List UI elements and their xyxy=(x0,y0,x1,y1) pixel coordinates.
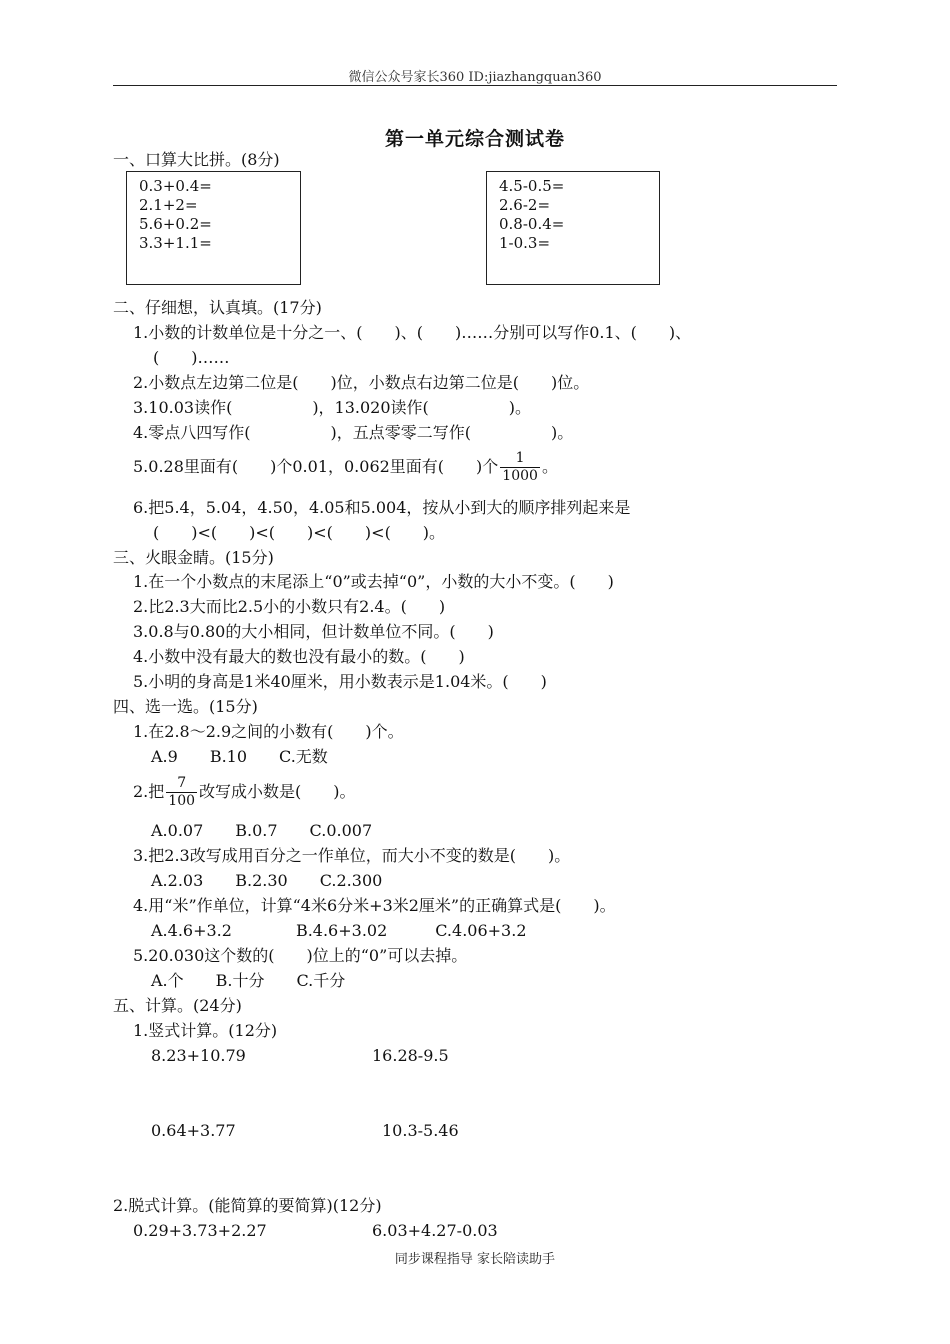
question-2-1-line2: ( )…… xyxy=(153,348,230,367)
calc-item: 10.3-5.46 xyxy=(382,1121,459,1140)
question-2-6-line2: ( )<( )<( )<( )<( )。 xyxy=(153,523,446,542)
calc-item: 8.23+10.79 xyxy=(151,1046,246,1065)
mental-math-item: 2.6-2= xyxy=(499,196,551,214)
question-4-2-end: 改写成小数是( )。 xyxy=(199,782,356,801)
question-4-1-options: A.9 B.10 C.无数 xyxy=(151,747,328,766)
mental-math-item: 5.6+0.2= xyxy=(139,215,212,233)
question-4-2-text: 2.把 xyxy=(133,782,165,801)
mental-math-item: 4.5-0.5= xyxy=(499,177,565,195)
fraction-denominator: 100 xyxy=(168,793,196,809)
question-2-3: 3.10.03读作( )，13.020读作( )。 xyxy=(133,398,532,417)
question-4-4-options: A.4.6+3.2 B.4.6+3.02 C.4.06+3.2 xyxy=(151,921,527,940)
calc-item: 16.28-9.5 xyxy=(372,1046,449,1065)
question-2-2: 2.小数点左边第二位是( )位，小数点右边第二位是( )位。 xyxy=(133,373,590,392)
header-divider xyxy=(113,85,837,86)
question-2-1-line1: 1.小数的计数单位是十分之一、( )、( )……分别可以写作0.1、( )、 xyxy=(133,323,692,342)
question-4-5: 5.20.030这个数的( )位上的“0”可以去掉。 xyxy=(133,946,468,965)
question-4-3: 3.把2.3改写成用百分之一作单位，而大小不变的数是( )。 xyxy=(133,846,571,865)
question-2-5 xyxy=(133,448,558,486)
mental-math-item: 0.8-0.4= xyxy=(499,215,565,233)
mental-math-item: 2.1+2= xyxy=(139,196,198,214)
question-2-6-line1: 6.把5.4，5.04，4.50，4.05和5.004，按从小到大的顺序排列起来是 xyxy=(133,498,631,517)
fraction xyxy=(500,450,540,485)
fraction-numerator: 7 xyxy=(177,775,187,791)
mental-math-item: 0.3+0.4= xyxy=(139,177,212,195)
calc-item: 0.64+3.77 xyxy=(151,1121,236,1140)
section4-heading: 四、选一选。(15分) xyxy=(113,697,258,716)
question-4-4: 4.用“米”作单位，计算“4米6分米+3米2厘米”的正确算式是( )。 xyxy=(133,896,616,915)
section3-heading: 三、火眼金睛。(15分) xyxy=(113,548,274,567)
question-4-3-options: A.2.03 B.2.30 C.2.300 xyxy=(151,871,383,890)
question-4-2-options: A.0.07 B.0.7 C.0.007 xyxy=(151,821,373,840)
mental-math-item: 3.3+1.1= xyxy=(139,234,212,252)
section2-heading: 二、仔细想，认真填。(17分) xyxy=(113,298,322,317)
mental-math-item: 1-0.3= xyxy=(499,234,551,252)
question-4-2 xyxy=(133,772,356,812)
question-2-4: 4.零点八四写作( )，五点零零二写作( )。 xyxy=(133,423,574,442)
mental-math-box-left xyxy=(126,171,301,285)
page-header: 微信公众号家长360 ID:jiazhangquan360 xyxy=(348,70,602,85)
true-false-item: 4.小数中没有最大的数也没有最小的数。( ) xyxy=(133,647,465,666)
question-2-5-text: 5.0.28里面有( )个0.01，0.062里面有( )个 xyxy=(133,457,499,476)
page-footer: 同步课程指导 家长陪读助手 xyxy=(394,1252,556,1267)
step-calc-heading: 2.脱式计算。(能简算的要简算)(12分) xyxy=(113,1196,382,1215)
question-2-5-end: 。 xyxy=(541,457,558,476)
calc-item: 0.29+3.73+2.27 xyxy=(133,1221,267,1240)
question-4-1: 1.在2.8～2.9之间的小数有( )个。 xyxy=(133,722,404,741)
true-false-item: 3.0.8与0.80的大小相同，但计数单位不同。( ) xyxy=(133,622,494,641)
calc-item: 6.03+4.27-0.03 xyxy=(372,1221,498,1240)
true-false-item: 5.小明的身高是1米40厘米，用小数表示是1.04米。( ) xyxy=(133,672,547,691)
section5-heading: 五、计算。(24分) xyxy=(113,996,242,1015)
fraction-denominator: 1000 xyxy=(502,468,538,484)
true-false-item: 1.在一个小数点的末尾添上“0”或去掉“0”，小数的大小不变。( ) xyxy=(133,572,614,591)
mental-math-box-right xyxy=(486,171,660,285)
page-title: 第一单元综合测试卷 xyxy=(384,128,565,150)
true-false-item: 2.比2.3大而比2.5小的小数只有2.4。( ) xyxy=(133,597,446,616)
vertical-calc-heading: 1.竖式计算。(12分) xyxy=(133,1021,278,1040)
fraction xyxy=(166,775,197,810)
fraction-numerator: 1 xyxy=(515,450,525,466)
question-4-5-options: A.个 B.十分 C.千分 xyxy=(151,971,346,990)
section1-heading: 一、口算大比拼。(8分) xyxy=(113,150,280,169)
